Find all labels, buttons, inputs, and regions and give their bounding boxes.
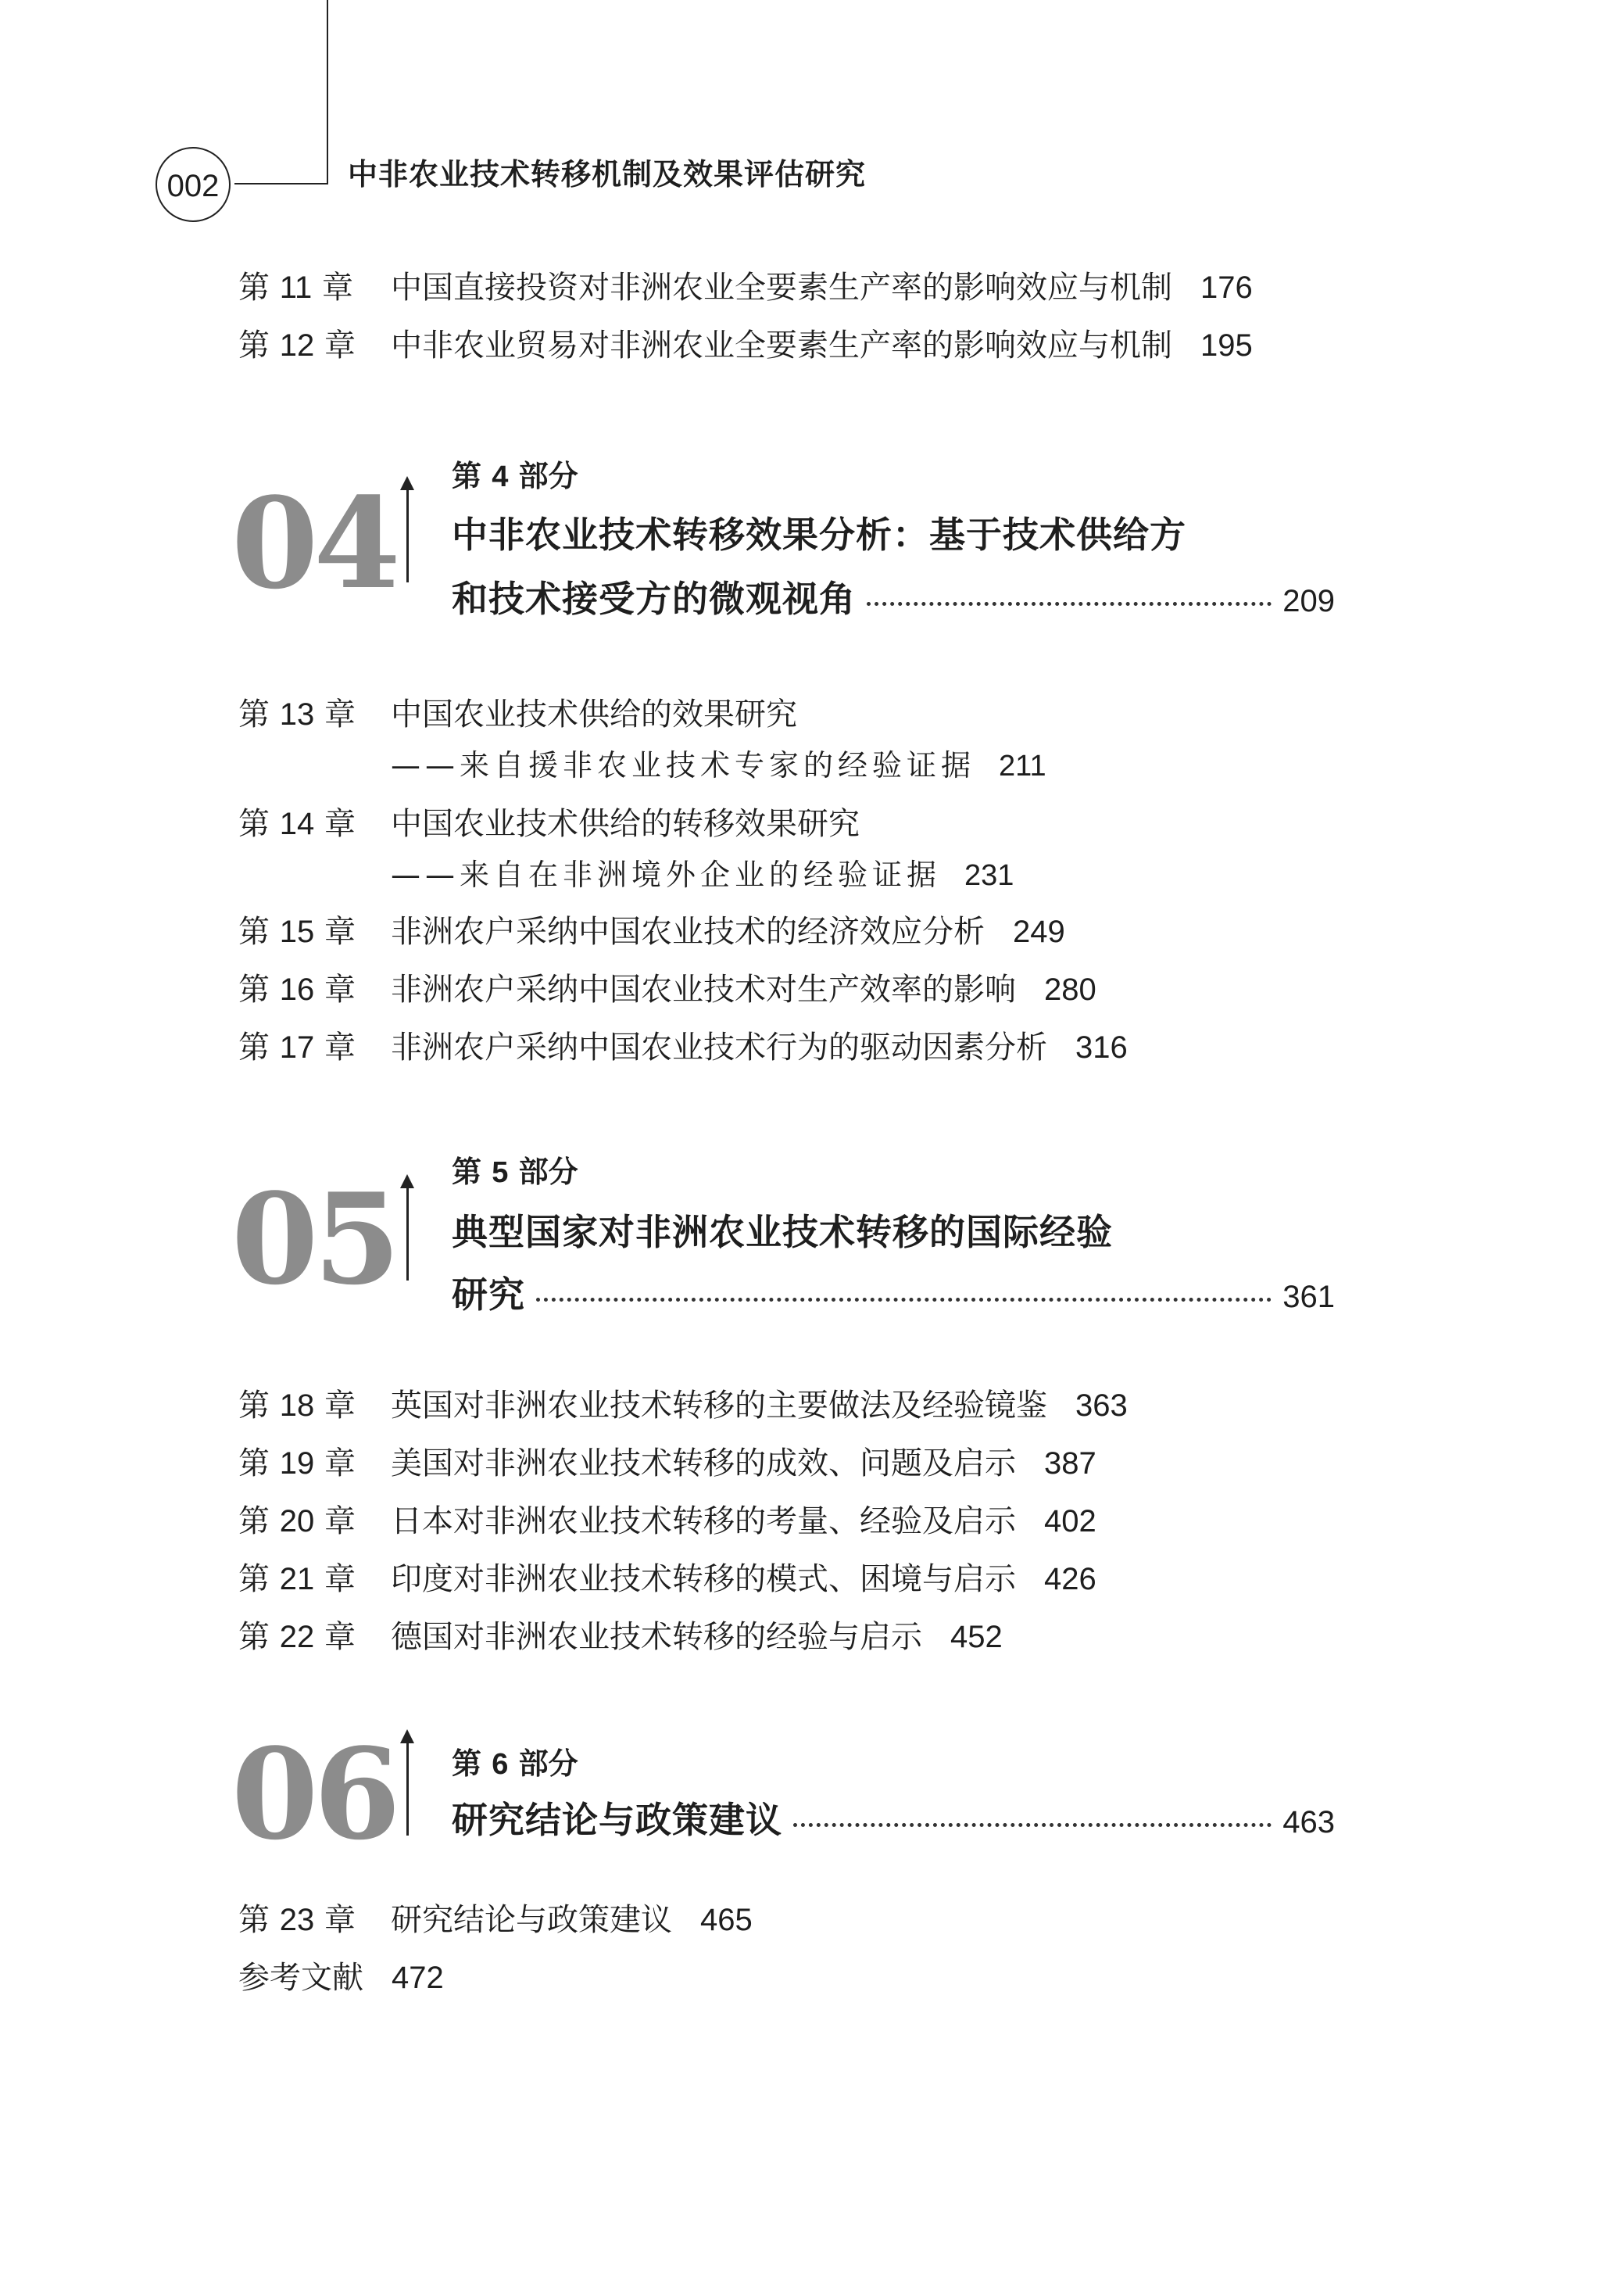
toc-entry-ch13[interactable] [238,690,797,733]
chapter-title: 中国农业技术供给的效果研究 [391,697,797,733]
chapter-page: 465 [700,1903,753,1937]
toc-subtitle-ch14: ——来自在非洲境外企业的经验证据 231 [391,858,1014,892]
part4-title-line1[interactable]: 中非农业技术转移效果分析：基于技术供给方 [452,514,1186,556]
chapter-title: 非洲农户采纳中国农业技术行为的驱动因素分析 [391,1030,1047,1066]
chapter-page: 195 [1200,328,1253,363]
chapter-label: 第 19 章 [238,1445,356,1481]
chapter-title: 日本对非洲农业技术转移的考量、经验及启示 [391,1503,1016,1539]
part5-label: 第 5 部分 [452,1155,578,1189]
toc-entry-ch11[interactable] [238,263,1253,306]
chapter-page: 363 [1075,1388,1128,1423]
part6-title-line1[interactable]: 研究结论与政策建议 463 [452,1799,1335,1841]
chapter-title: 英国对非洲农业技术转移的主要做法及经验镜鉴 [391,1388,1047,1424]
part4-number: 04 [231,470,396,617]
toc-entry-ch19[interactable] [238,1438,1096,1482]
leader-dots [536,1298,1272,1302]
chapter-title: 印度对非洲农业技术转移的模式、困境与启示 [391,1561,1016,1597]
chapter-title: 中国农业技术供给的转移效果研究 [391,806,860,842]
toc-entry-ch14[interactable] [238,799,860,843]
chapter-page: 426 [1044,1562,1096,1596]
chapter-label: 第 18 章 [238,1388,356,1424]
chapter-label: 第 22 章 [238,1619,356,1655]
toc-entry-ch16[interactable] [238,965,1096,1008]
toc-entry-ch17[interactable] [238,1023,1128,1066]
chapter-label: 第 11 章 [238,270,353,306]
chapter-label: 第 14 章 [238,806,356,842]
toc-entry-references[interactable] [238,1953,444,1997]
chapter-label: 第 23 章 [238,1902,356,1938]
chapter-title: 美国对非洲农业技术转移的成效、问题及启示 [391,1445,1016,1481]
chapter-label: 第 21 章 [238,1561,356,1597]
chapter-title: 非洲农户采纳中国农业技术的经济效应分析 [391,914,985,950]
chapter-title: 中国直接投资对非洲农业全要素生产率的影响效应与机制 [391,270,1172,306]
part4-label: 第 4 部分 [452,459,578,493]
chapter-title: 非洲农户采纳中国农业技术对生产效率的影响 [391,972,1016,1008]
part5-number: 05 [231,1166,396,1313]
chapter-page: 280 [1044,973,1096,1007]
part5-title-line1[interactable]: 典型国家对非洲农业技术转移的国际经验 [452,1211,1113,1253]
chapter-label: 第 20 章 [238,1503,356,1539]
page-number: 002 [156,147,231,222]
chapter-page: 387 [1044,1446,1096,1481]
part6-number: 06 [231,1721,396,1868]
part5-page: 361 [1282,1280,1335,1314]
references-title: 参考文献 [238,1960,363,1996]
toc-entry-ch20[interactable] [238,1496,1096,1540]
chapter-title: 德国对非洲农业技术转移的经验与启示 [391,1619,922,1655]
chapter-label: 第 17 章 [238,1030,356,1066]
toc-entry-ch12[interactable] [238,321,1253,364]
chapter-page: 176 [1200,270,1253,305]
toc-entry-ch23[interactable] [238,1895,753,1939]
chapter-label: 第 12 章 [238,328,356,364]
chapter-page: 211 [999,750,1046,783]
leader-dots [793,1823,1272,1827]
chapter-page: 452 [950,1620,1003,1654]
toc-entry-ch21[interactable] [238,1554,1096,1598]
chapter-title: 中非农业贸易对非洲农业全要素生产率的影响效应与机制 [391,328,1172,364]
part4-arrow-icon [406,489,409,582]
part4-page: 209 [1282,584,1335,618]
header-vertical-rule [327,0,328,184]
toc-entry-ch18[interactable] [238,1381,1128,1424]
chapter-page: 231 [964,859,1014,892]
part5-arrow-icon [406,1187,409,1281]
chapter-title: 研究结论与政策建议 [391,1902,672,1938]
chapter-page: 402 [1044,1504,1096,1538]
leader-dots [867,602,1272,606]
part5-title-line2[interactable]: 研究 361 [452,1273,1335,1316]
part4-title-line2[interactable]: 和技术接受方的微观视角 209 [452,578,1335,620]
chapter-label: 第 13 章 [238,697,356,733]
toc-subtitle-ch13: ——来自援非农业技术专家的经验证据 211 [391,748,1046,783]
references-page: 472 [392,1961,444,1995]
part6-page: 463 [1282,1805,1335,1839]
toc-entry-ch22[interactable] [238,1612,1003,1656]
header-horizontal-rule [234,183,328,184]
running-title: 中非农业技术转移机制及效果评估研究 [348,157,867,192]
toc-entry-ch15[interactable] [238,907,1065,951]
chapter-page: 316 [1075,1030,1128,1065]
part6-label: 第 6 部分 [452,1746,578,1781]
chapter-page: 249 [1013,915,1065,949]
part6-arrow-icon [406,1742,409,1836]
chapter-label: 第 15 章 [238,914,356,950]
chapter-label: 第 16 章 [238,972,356,1008]
